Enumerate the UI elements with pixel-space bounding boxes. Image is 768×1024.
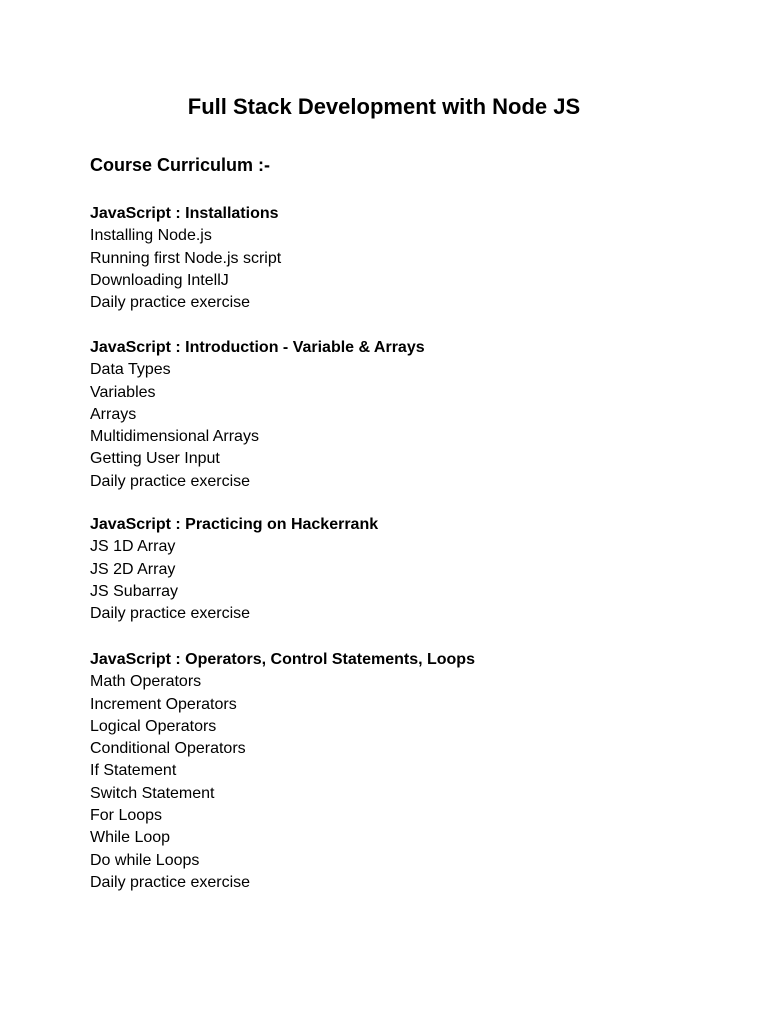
- curriculum-heading: Course Curriculum :-: [90, 155, 271, 175]
- list-item: Do while Loops: [90, 851, 200, 869]
- list-item: If Statement: [90, 762, 177, 780]
- list-item: Conditional Operators: [90, 740, 246, 758]
- list-item: Running first Node.js script: [90, 249, 282, 267]
- section-title: JavaScript : Installations: [90, 205, 279, 222]
- section-operators-loops: [90, 649, 690, 894]
- list-item: Arrays: [90, 405, 137, 423]
- section-items: [90, 536, 690, 625]
- list-item: Daily practice exercise: [90, 472, 251, 490]
- list-item: For Loops: [90, 807, 163, 825]
- list-item: Installing Node.js: [90, 227, 212, 245]
- section-introduction: [90, 337, 690, 493]
- section-items: [90, 225, 690, 314]
- list-item: Daily practice exercise: [90, 873, 251, 891]
- list-item: While Loop: [90, 829, 171, 847]
- section-title: JavaScript : Practicing on Hackerrank: [90, 516, 379, 533]
- list-item: Multidimensional Arrays: [90, 428, 259, 446]
- section-items: [90, 671, 690, 894]
- section-hackerrank: [90, 514, 690, 625]
- section-title: JavaScript : Introduction - Variable & Arrays: [90, 339, 425, 356]
- list-item: Math Operators: [90, 673, 202, 691]
- document-title: Full Stack Development with Node JS: [187, 94, 581, 119]
- section-installations: [90, 203, 690, 314]
- list-item: Daily practice exercise: [90, 294, 251, 312]
- list-item: Logical Operators: [90, 717, 217, 735]
- list-item: Getting User Input: [90, 450, 220, 468]
- section-items: [90, 359, 690, 493]
- list-item: JS Subarray: [90, 582, 179, 600]
- list-item: Downloading IntellJ: [90, 271, 229, 289]
- list-item: Switch Statement: [90, 784, 215, 802]
- list-item: Variables: [90, 383, 156, 401]
- list-item: Daily practice exercise: [90, 605, 251, 623]
- list-item: JS 1D Array: [90, 538, 176, 556]
- list-item: JS 2D Array: [90, 560, 176, 578]
- section-title: JavaScript : Operators, Control Statements, Loops: [90, 651, 475, 668]
- list-item: Data Types: [90, 361, 171, 379]
- list-item: Increment Operators: [90, 695, 237, 713]
